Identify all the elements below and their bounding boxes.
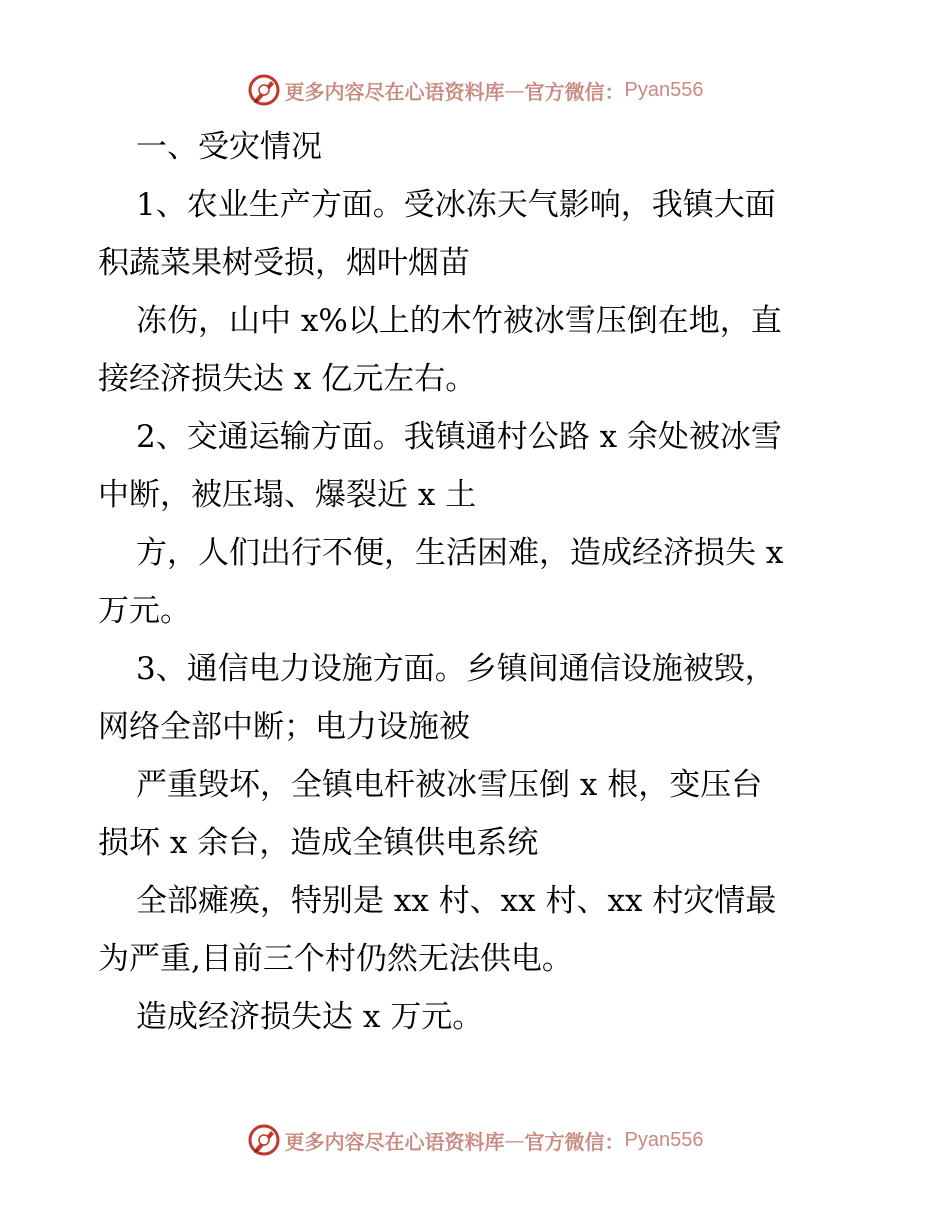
section-heading: 一、受灾情况 bbox=[136, 129, 322, 165]
header-wechat-id: Pyan556 bbox=[624, 78, 704, 101]
paragraph-line: 2、交通运输方面。我镇通村公路 x 余处被冰雪 bbox=[136, 419, 782, 455]
document-body bbox=[98, 118, 850, 1046]
pen-logo-icon bbox=[247, 73, 281, 107]
paragraph-line: 网络全部中断；电力设施被 bbox=[98, 709, 470, 745]
paragraph-line: 1、农业生产方面。受冰冻天气影响，我镇大面 bbox=[136, 187, 776, 223]
header-wechat-label: 官方微信： bbox=[524, 79, 625, 104]
paragraph-line: 方，人们出行不便，生活困难，造成经济损失 x bbox=[136, 535, 784, 571]
footer-banner bbox=[0, 1120, 950, 1160]
paragraph-line: 中断，被压塌、爆裂近 x 土 bbox=[98, 477, 477, 513]
header-separator: — bbox=[504, 78, 525, 102]
footer-wechat-label: 官方微信： bbox=[524, 1129, 625, 1154]
paragraph-line: 严重毁坏，全镇电杆被冰雪压倒 x 根，变压台 bbox=[136, 767, 763, 803]
paragraph-line: 3、通信电力设施方面。乡镇间通信设施被毁， bbox=[136, 651, 776, 687]
header-banner bbox=[0, 70, 950, 110]
paragraph-line: 为严重,目前三个村仍然无法供电。 bbox=[98, 941, 573, 977]
footer-wechat-id: Pyan556 bbox=[624, 1128, 704, 1151]
footer-promo-text: 更多内容尽在心语资料库 bbox=[284, 1129, 505, 1154]
pen-logo-icon bbox=[247, 1123, 281, 1157]
paragraph-line: 全部瘫痪，特别是 xx 村、xx 村、xx 村灾情最 bbox=[136, 883, 777, 919]
paragraph-line: 冻伤，山中 x%以上的木竹被冰雪压倒在地，直 bbox=[136, 303, 782, 339]
paragraph-line: 接经济损失达 x 亿元左右。 bbox=[98, 361, 477, 397]
paragraph-line: 造成经济损失达 x 万元。 bbox=[136, 999, 484, 1035]
paragraph-line: 积蔬菜果树受损，烟叶烟苗 bbox=[98, 245, 470, 281]
paragraph-line: 万元。 bbox=[98, 593, 191, 629]
footer-separator: — bbox=[504, 1128, 525, 1152]
header-promo-text: 更多内容尽在心语资料库 bbox=[284, 79, 505, 104]
paragraph-line: 损坏 x 余台，造成全镇供电系统 bbox=[98, 825, 539, 861]
